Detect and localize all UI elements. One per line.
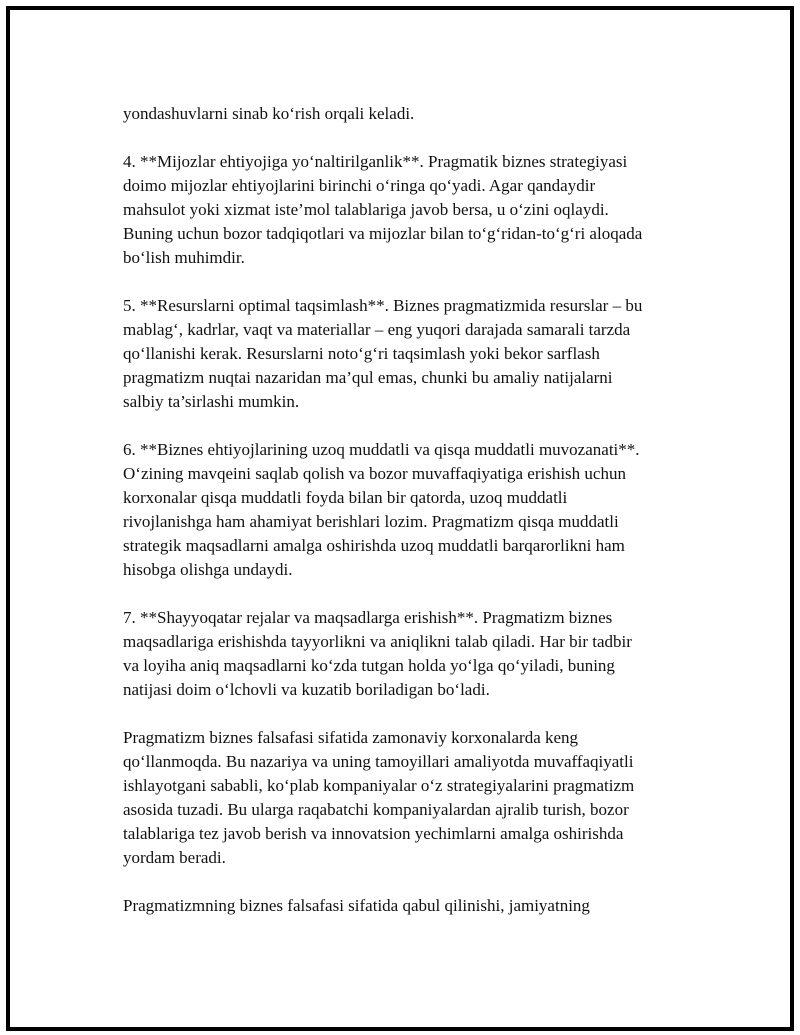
text-line: natijasi doim o‘lchovli va kuzatib boriladigan bo‘ladi. — [123, 680, 490, 699]
text-line: 7. **Shayyoqatar rejalar va maqsadlarga erishish**. Pragmatizm biznes — [123, 608, 613, 627]
paragraph — [123, 294, 703, 414]
text-line: mablag‘, kadrlar, vaqt va materiallar – eng yuqori darajada samarali tarzda — [123, 320, 631, 339]
paragraph — [123, 606, 703, 702]
text-line: qo‘llanishi kerak. Resurslarni noto‘g‘ri taqsimlash yoki bekor sarflash — [123, 344, 600, 363]
text-line: Buning uchun bozor tadqiqotlari va mijozlar bilan to‘g‘ridan-to‘g‘ri aloqada — [123, 224, 643, 243]
text-line: doimo mijozlar ehtiyojlarini birinchi o‘ringa qo‘yadi. Agar qandaydir — [123, 176, 596, 195]
text-line: 6. **Biznes ehtiyojlarining uzoq muddatli va qisqa muddatli muvozanati**. — [123, 440, 640, 459]
text-line: maqsadlariga erishishda tayyorlikni va aniqlikni talab qiladi. Har bir tadbir — [123, 632, 632, 651]
text-line: rivojlanishga ham ahamiyat berishlari lozim. Pragmatizm qisqa muddatli — [123, 512, 619, 531]
document-body — [123, 102, 703, 918]
text-line: yondashuvlarni sinab ko‘rish orqali keladi. — [123, 104, 415, 123]
text-line: talablariga tez javob berish va innovatsion yechimlarni amalga oshirishda — [123, 824, 624, 843]
paragraph — [123, 894, 703, 918]
text-line: salbiy ta’sirlashi mumkin. — [123, 392, 300, 411]
text-line: strategik maqsadlarni amalga oshirishda uzoq muddatli barqarorlikni ham — [123, 536, 625, 555]
text-line: ishlayotgani sababli, ko‘plab kompaniyalar o‘z strategiyalarini pragmatizm — [123, 776, 635, 795]
text-line: O‘zining mavqeini saqlab qolish va bozor muvaffaqiyatiga erishish uchun — [123, 464, 626, 483]
text-line: bo‘lish muhimdir. — [123, 248, 245, 267]
text-line: va loyiha aniq maqsadlarni ko‘zda tutgan holda yo‘lga qo‘yiladi, buning — [123, 656, 615, 675]
text-line: mahsulot yoki xizmat iste’mol talablariga javob bersa, u o‘zini oqlaydi. — [123, 200, 609, 219]
paragraph — [123, 150, 703, 270]
text-line: Pragmatizmning biznes falsafasi sifatida qabul qilinishi, jamiyatning — [123, 896, 590, 915]
text-line: 5. **Resurslarni optimal taqsimlash**. Biznes pragmatizmida resurslar – bu — [123, 296, 643, 315]
paragraph — [123, 438, 703, 582]
text-line: asosida tuzadi. Bu ularga raqabatchi kompaniyalardan ajralib turish, bozor — [123, 800, 629, 819]
page-frame — [6, 6, 794, 1031]
text-line: korxonalar qisqa muddatli foyda bilan bir qatorda, uzoq muddatli — [123, 488, 568, 507]
text-line: hisobga olishga undaydi. — [123, 560, 293, 579]
text-line: Pragmatizm biznes falsafasi sifatida zamonaviy korxonalarda keng — [123, 728, 579, 747]
paragraph — [123, 102, 703, 126]
text-line: 4. **Mijozlar ehtiyojiga yo‘naltirilganlik**. Pragmatik biznes strategiyasi — [123, 152, 628, 171]
text-line: yordam beradi. — [123, 848, 226, 867]
text-line: qo‘llanmoqda. Bu nazariya va uning tamoyillari amaliyotda muvaffaqiyatli — [123, 752, 634, 771]
paragraph — [123, 726, 703, 870]
text-line: pragmatizm nuqtai nazaridan ma’qul emas, chunki bu amaliy natijalarni — [123, 368, 613, 387]
